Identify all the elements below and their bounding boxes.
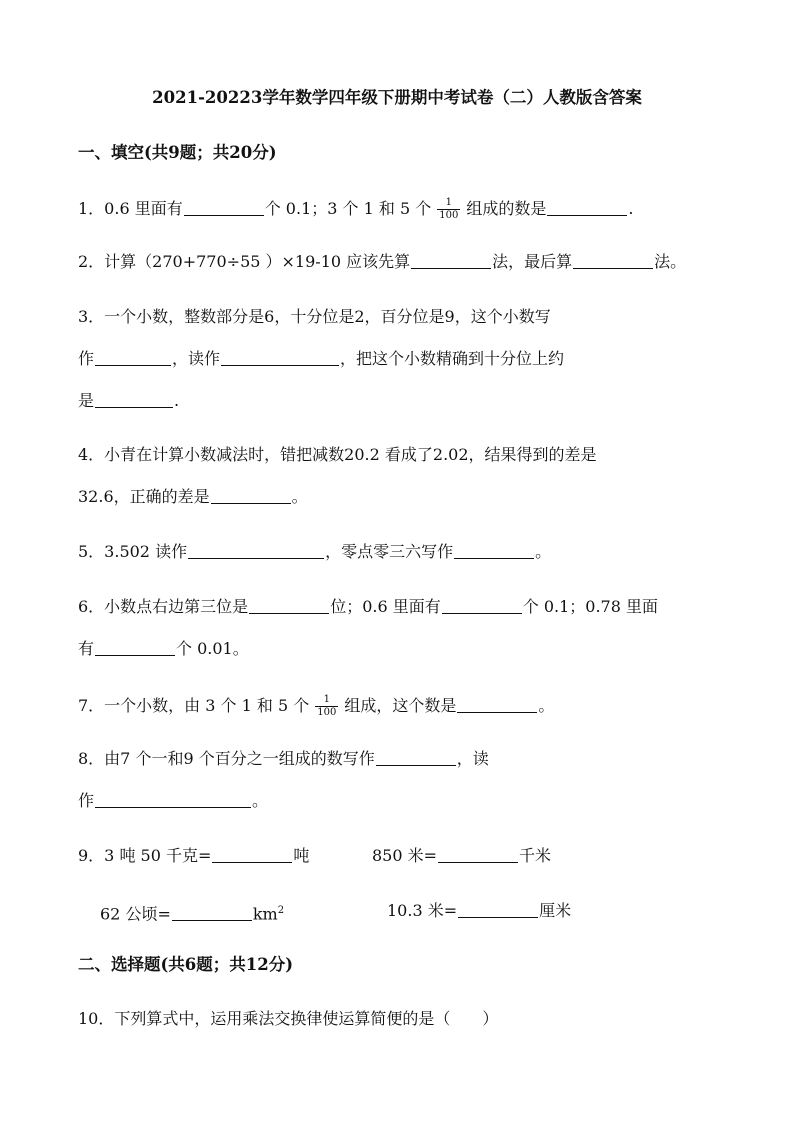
q3-blank-3[interactable] bbox=[95, 391, 173, 408]
q5-blank-1[interactable] bbox=[188, 542, 324, 559]
question-10: 10．下列算式中，运用乘法交换律使运算简便的是（ ） bbox=[78, 1009, 499, 1028]
q8-text-3: 。 bbox=[252, 791, 269, 810]
q9-a-text: 9．3 吨 50 千克= bbox=[78, 846, 212, 865]
q2-blank-2[interactable] bbox=[573, 252, 653, 269]
question-8-line-1 bbox=[78, 749, 489, 769]
q9-d-text: 10.3 米= bbox=[387, 901, 458, 920]
q2-text-3: 法。 bbox=[654, 252, 687, 271]
q4-blank[interactable] bbox=[211, 487, 291, 504]
q6-text-you: 有 bbox=[78, 639, 95, 658]
question-2 bbox=[78, 252, 686, 272]
q9-c-text: 62 公顷= bbox=[100, 904, 171, 924]
section-1-heading: 一、填空(共9题；共20分) bbox=[78, 143, 277, 162]
q5-text-1: 5．3.502 读作 bbox=[78, 542, 188, 561]
q1-text-1: 1．0.6 里面有 bbox=[78, 199, 183, 218]
q5-text-2: ，零点零三六写作 bbox=[325, 542, 454, 561]
q9-c-blank[interactable] bbox=[172, 904, 252, 921]
q9-a-blank[interactable] bbox=[212, 846, 292, 863]
q7-fraction-denominator: 100 bbox=[317, 707, 337, 718]
q2-text-2: 法，最后算 bbox=[492, 252, 573, 271]
q6-blank-3[interactable] bbox=[95, 639, 175, 656]
q9-d-unit: 厘米 bbox=[539, 901, 572, 920]
question-4-line-1: 4．小青在计算小数减法时，错把减数20.2 看成了2.02，结果得到的差是 bbox=[78, 445, 597, 464]
q1-blank-1[interactable] bbox=[184, 199, 264, 216]
question-3-line-3 bbox=[78, 391, 179, 411]
q8-text-2: ，读 bbox=[456, 749, 489, 768]
question-4-line-2 bbox=[78, 487, 308, 507]
q4-text-1: 32.6，正确的差是 bbox=[78, 487, 210, 506]
q7-fraction-numerator: 1 bbox=[323, 694, 330, 705]
q1-fraction-denominator: 100 bbox=[439, 210, 459, 221]
q3-text-shi: 是 bbox=[78, 391, 95, 410]
q5-text-3: 。 bbox=[535, 542, 552, 561]
q3-text-3: ，把这个小数精确到十分位上约 bbox=[340, 349, 565, 368]
q9-a-unit: 吨 bbox=[293, 846, 310, 865]
q2-blank-1[interactable] bbox=[411, 252, 491, 269]
q3-blank-2[interactable] bbox=[221, 349, 339, 366]
q3-text-end: . bbox=[174, 391, 180, 410]
q6-blank-1[interactable] bbox=[249, 597, 329, 614]
question-5 bbox=[78, 542, 551, 562]
question-3-line-2 bbox=[78, 349, 564, 369]
q9-c-unit: km bbox=[252, 904, 278, 924]
q5-blank-2[interactable] bbox=[454, 542, 534, 559]
q7-blank[interactable] bbox=[457, 696, 537, 713]
q9-c-unit-exponent: 2 bbox=[277, 905, 285, 916]
q1-fraction bbox=[437, 197, 460, 222]
q8-text-1: 8．由7 个一和9 个百分之一组成的数写作 bbox=[78, 749, 375, 768]
question-6-line-1 bbox=[78, 597, 658, 617]
q1-fraction-numerator: 1 bbox=[445, 197, 452, 208]
page-title: 2021-20223学年数学四年级下册期中考试卷（二）人教版含答案 bbox=[152, 88, 642, 107]
q3-text-zuo: 作 bbox=[78, 349, 95, 368]
q1-text-4: . bbox=[628, 199, 634, 218]
q1-blank-2[interactable] bbox=[547, 199, 627, 216]
question-8-line-2 bbox=[78, 791, 268, 811]
q9-b-blank[interactable] bbox=[438, 846, 518, 863]
question-1 bbox=[78, 197, 633, 222]
question-9-item-c bbox=[100, 901, 284, 924]
q8-blank-1[interactable] bbox=[376, 749, 456, 766]
section-2-heading: 二、选择题(共6题；共12分) bbox=[78, 955, 294, 974]
q7-fraction bbox=[315, 694, 338, 719]
q9-d-blank[interactable] bbox=[458, 901, 538, 918]
q3-text-duzuo: ，读作 bbox=[172, 349, 221, 368]
q6-text-1: 6．小数点右边第三位是 bbox=[78, 597, 249, 616]
q7-text-1: 7．一个小数，由 3 个 1 和 5 个 bbox=[78, 696, 310, 715]
q6-blank-2[interactable] bbox=[442, 597, 522, 614]
q1-text-2: 个 0.1；3 个 1 和 5 个 bbox=[264, 199, 432, 218]
q9-b-text: 850 米= bbox=[372, 846, 438, 865]
question-7 bbox=[78, 694, 554, 719]
q6-text-2: 位；0.6 里面有 bbox=[330, 597, 441, 616]
q2-text-1: 2．计算（270+770÷55 ）×19-10 应该先算 bbox=[78, 252, 411, 271]
question-9-item-a bbox=[78, 846, 309, 866]
q8-blank-2[interactable] bbox=[95, 791, 251, 808]
q7-text-2: 组成，这个数是 bbox=[344, 696, 457, 715]
q8-text-zuo: 作 bbox=[78, 791, 95, 810]
question-9-item-b bbox=[372, 846, 551, 866]
q1-text-3: 组成的数是 bbox=[466, 199, 547, 218]
question-9-item-d bbox=[387, 901, 571, 921]
question-6-line-2 bbox=[78, 639, 249, 659]
q7-text-3: 。 bbox=[538, 696, 555, 715]
q3-blank-1[interactable] bbox=[95, 349, 171, 366]
q6-text-4: 个 0.01。 bbox=[176, 639, 249, 658]
q9-b-unit: 千米 bbox=[519, 846, 552, 865]
q6-text-3: 个 0.1；0.78 里面 bbox=[522, 597, 658, 616]
q4-text-2: 。 bbox=[291, 487, 308, 506]
question-3-line-1: 3．一个小数，整数部分是6，十分位是2，百分位是9，这个小数写 bbox=[78, 307, 551, 326]
